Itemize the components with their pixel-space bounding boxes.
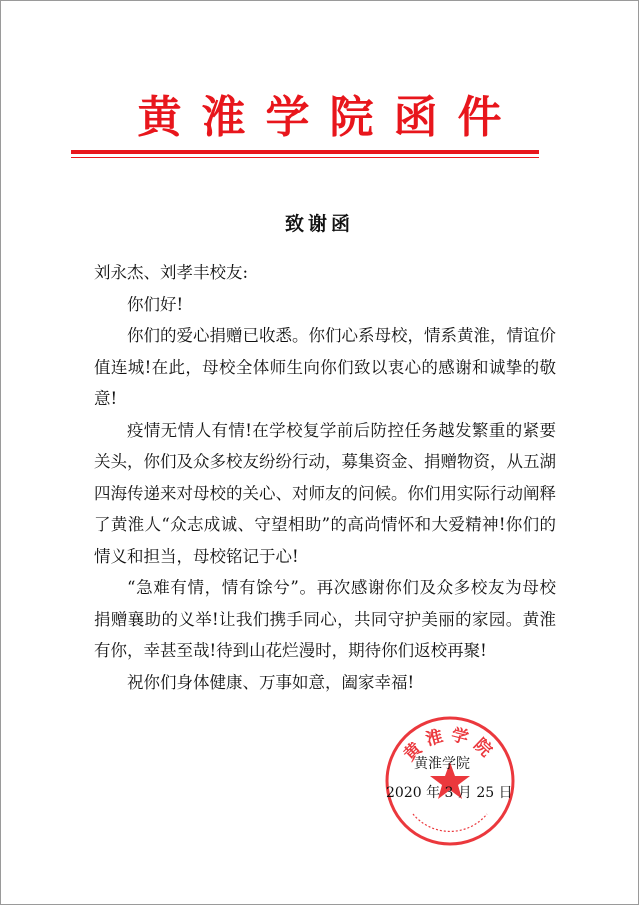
seal-text: 黄淮学院 <box>400 725 500 766</box>
signature-date: 2020 年 3 月 25 日 <box>386 785 513 801</box>
paragraph-3: “急难有情，情有馀兮”。再次感谢你们及众多校友为母校捐赠襄助的义举!让我们携手同心，共同守护美丽的家园。黄淮有你，幸甚至哉!待到山花烂漫时，期待你们返校再聚! <box>94 578 556 660</box>
letterhead-rule-thick <box>71 150 539 154</box>
letter-body <box>94 257 556 698</box>
letterhead-title: 黄淮学院函件 <box>137 92 522 143</box>
paragraph-2: 疫情无情人有情!在学校复学前后防控任务越发繁重的紧要关头，你们及众多校友纷纷行动，募集资金、捐赠物资，从五湖四海传递来对母校的关心、对师友的问候。你们用实际行动阐释了黄淮人“众志成诚、守望相助”的高尚情怀和大爱精神!你们的情义和担当，母校铭记于心! <box>94 420 556 566</box>
paragraph-1: 你们的爱心捐赠已收悉。你们心系母校，情系黄淮，情谊价值连城!在此，母校全体师生向你们致以衷心的感谢和诚挚的敬意! <box>94 326 556 408</box>
document-title: 致谢函 <box>284 213 354 235</box>
letterhead-rule-thin <box>71 157 539 158</box>
signature-org: 黄淮学院 <box>414 756 470 772</box>
salutation: 刘永杰、刘孝丰校友: <box>94 263 249 282</box>
official-seal-icon <box>383 714 517 848</box>
greeting: 你们好! <box>127 294 184 314</box>
paragraph-4: 祝你们身体健康、万事如意，阖家幸福! <box>127 672 415 692</box>
